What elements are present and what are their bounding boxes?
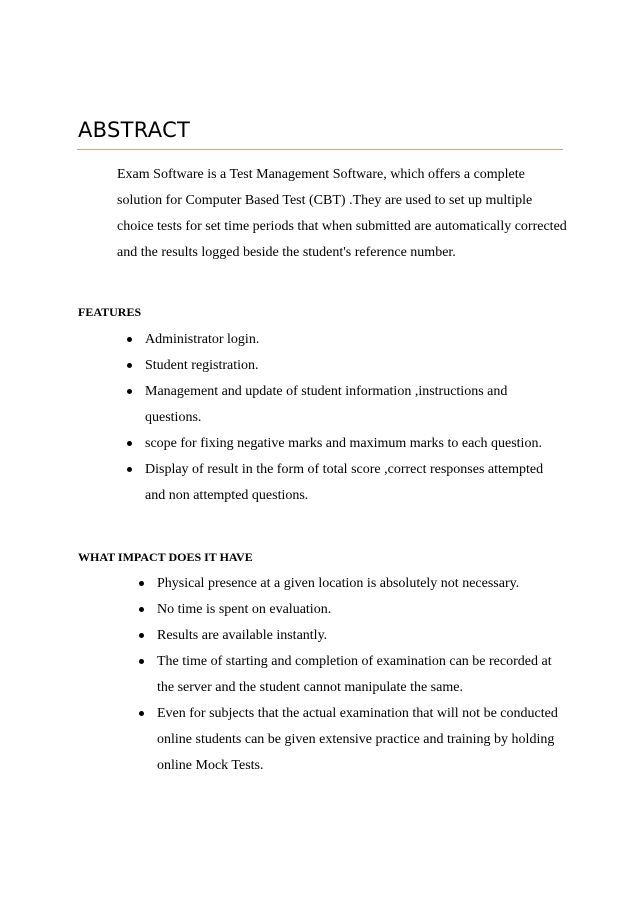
list-item: Even for subjects that the actual examination that will not be conducted online students can be given extensive practice and training by holding online Mock Tests. bbox=[157, 701, 567, 779]
page-title: ABSTRACT bbox=[78, 118, 191, 142]
list-item: The time of starting and completion of examination can be recorded at the server and the student cannot manipulate the same. bbox=[157, 649, 567, 701]
list-item: Administrator login. bbox=[145, 327, 565, 353]
list-item: Management and update of student information ,instructions and questions. bbox=[145, 379, 565, 431]
list-item: Display of result in the form of total score ,correct responses attempted and non attempted questions. bbox=[145, 457, 565, 509]
list-item: Physical presence at a given location is absolutely not necessary. bbox=[157, 571, 567, 597]
heading-divider bbox=[77, 149, 563, 150]
list-item: Student registration. bbox=[145, 353, 565, 379]
impact-list bbox=[157, 571, 567, 779]
features-heading: FEATURES bbox=[78, 305, 142, 319]
features-list bbox=[145, 327, 565, 509]
list-item: No time is spent on evaluation. bbox=[157, 597, 567, 623]
list-item: Results are available instantly. bbox=[157, 623, 567, 649]
abstract-paragraph: Exam Software is a Test Management Software, which offers a complete solution for Computer Based Test (CBT) .They are used to set up multiple choice tests for set time periods that when submitted are automatically corrected and the results logged beside the student's reference number. bbox=[117, 167, 567, 260]
list-item: scope for fixing negative marks and maximum marks to each question. bbox=[145, 431, 565, 457]
impact-heading: WHAT IMPACT DOES IT HAVE bbox=[78, 550, 253, 564]
